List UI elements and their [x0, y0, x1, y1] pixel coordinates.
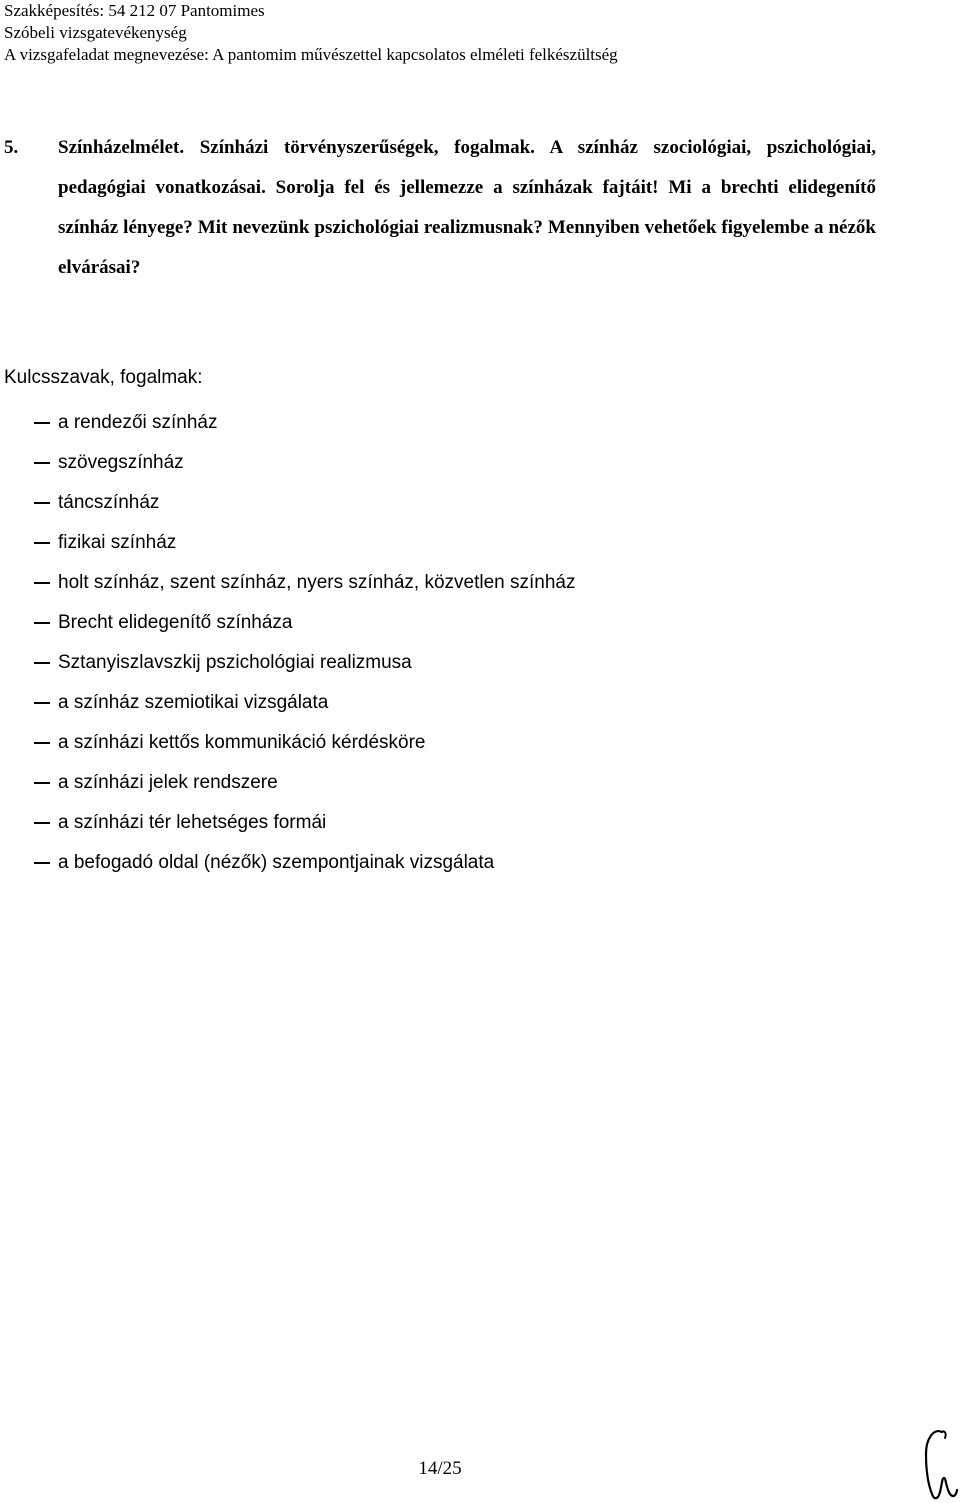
keyword-text: Sztanyiszlavszkij pszichológiai realizmusa [58, 652, 412, 673]
question-text: Színházelmélet. Színházi törvényszerűségek, fogalmak. A színház szociológiai, pszichológiai, pedagógiai vonatkozásai. Sorolja fel és jellemezze a színházak fajtáit! Mi a brechti elidegenítő színház lényege? Mit nevezünk pszichológiai realizmusnak? Mennyiben vehetőek figyelembe a nézők elvárásai? [58, 137, 876, 278]
keyword-text: a színházi jelek rendszere [58, 772, 278, 793]
dash-bullet-icon [34, 822, 50, 824]
dash-bullet-icon [34, 622, 50, 624]
page-number: 14/25 [418, 1458, 462, 1479]
keyword-text: a rendezői színház [58, 412, 218, 433]
dash-bullet-icon [34, 862, 50, 864]
keywords-heading: Kulcsszavak, fogalmak: [4, 367, 203, 388]
keyword-text: a színház szemiotikai vizsgálata [58, 692, 329, 713]
keyword-text: fizikai színház [58, 532, 177, 553]
dash-bullet-icon [34, 542, 50, 544]
header-exam-type: Szóbeli vizsgatevékenység [4, 23, 187, 42]
dash-bullet-icon [34, 422, 50, 424]
dash-bullet-icon [34, 502, 50, 504]
dash-bullet-icon [34, 662, 50, 664]
exam-question [4, 128, 876, 288]
document-header [4, 0, 618, 66]
signature-icon [920, 1424, 960, 1503]
dash-bullet-icon [34, 582, 50, 584]
keyword-text: a befogadó oldal (nézők) szempontjainak vizsgálata [58, 852, 495, 873]
keyword-text: a színházi kettős kommunikáció kérdésköre [58, 732, 426, 753]
header-qualification: Szakképesítés: 54 212 07 Pantomimes [4, 1, 265, 20]
keyword-text: holt színház, szent színház, nyers színház, közvetlen színház [58, 572, 576, 593]
dash-bullet-icon [34, 462, 50, 464]
header-task-name: A vizsgafeladat megnevezése: A pantomim művészettel kapcsolatos elméleti felkészültség [4, 45, 618, 64]
question-number: 5. [4, 137, 19, 158]
keyword-text: szövegszínház [58, 452, 184, 473]
keyword-text: táncszínház [58, 492, 160, 513]
dash-bullet-icon [34, 742, 50, 744]
dash-bullet-icon [34, 782, 50, 784]
keyword-text: a színházi tér lehetséges formái [58, 812, 327, 833]
dash-bullet-icon [34, 702, 50, 704]
keyword-text: Brecht elidegenítő színháza [58, 612, 293, 633]
